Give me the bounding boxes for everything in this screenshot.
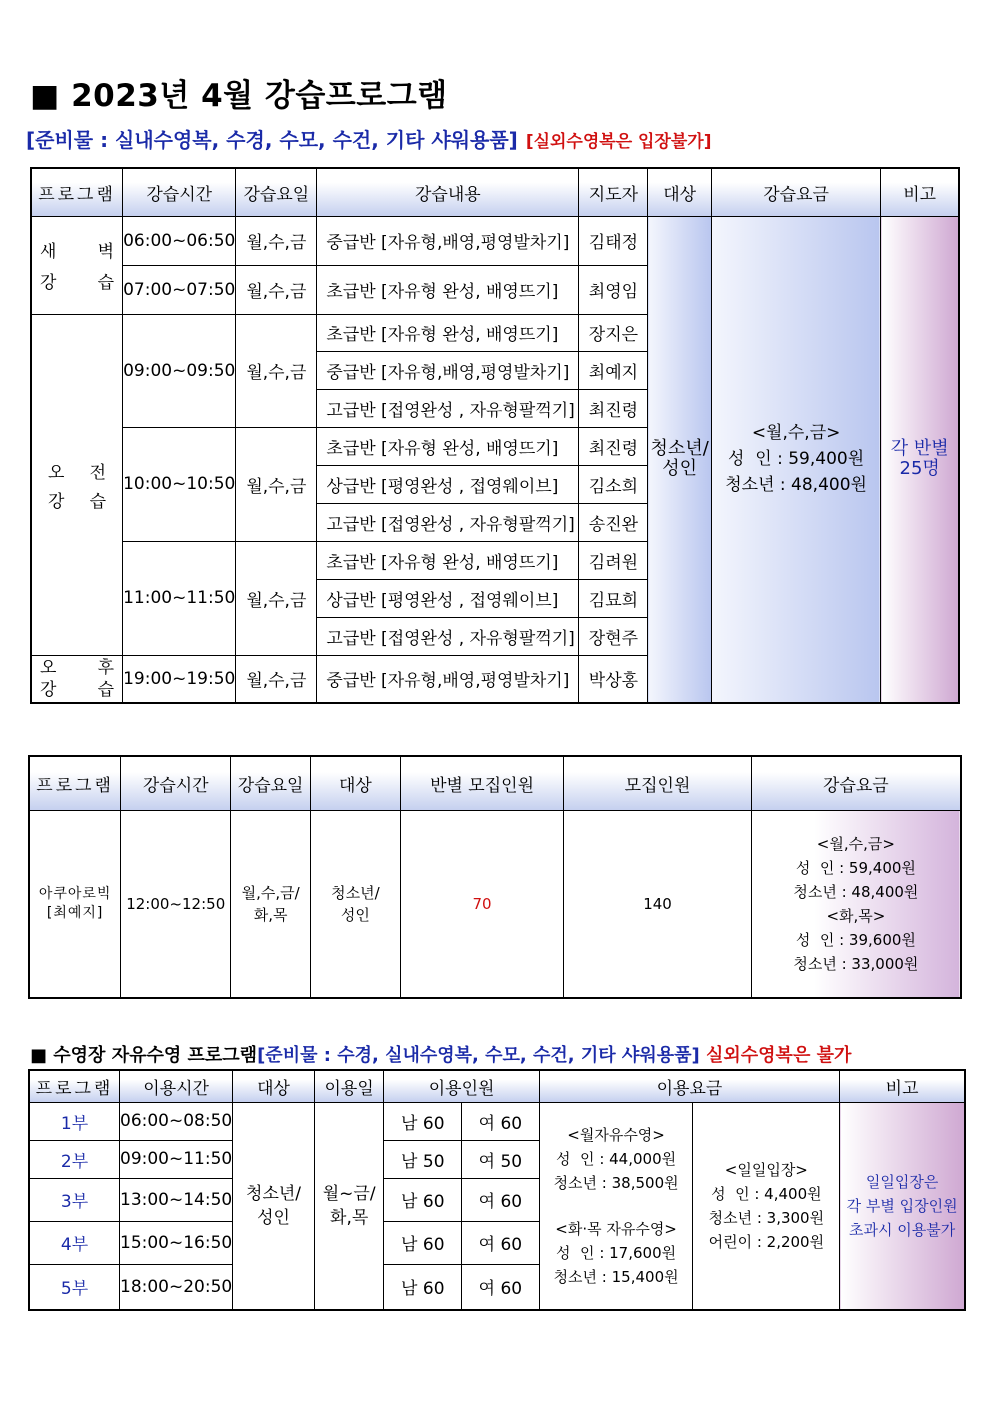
header-content: 강습내용 — [317, 168, 579, 216]
outdoor-swimsuit-warning: [실외수영복은 입장불가] — [525, 132, 712, 152]
group-dawn-char: 강 — [40, 273, 57, 293]
header-note: 비고 — [881, 168, 959, 216]
lesson-days: 월,수,금 — [236, 655, 317, 703]
days-line: 화,목 — [253, 905, 288, 924]
lesson-content: 고급반 [접영완성 , 자유형팔꺽기] — [317, 389, 579, 427]
daily-fee — [693, 1102, 840, 1310]
lesson-content: 상급반 [평영완성 , 접영웨이브] — [317, 579, 579, 617]
female-capacity: 여 60 — [462, 1178, 540, 1221]
header-days: 이용일 — [314, 1070, 384, 1102]
target-line: 청소년/ — [331, 883, 380, 902]
female-capacity: 여 60 — [462, 1102, 540, 1140]
lesson-schedule-table — [30, 167, 960, 704]
group-morning-char: 습 — [89, 491, 107, 512]
days-line: 화,목 — [330, 1207, 369, 1228]
teacher-name: 박상홍 — [579, 655, 648, 703]
session-name: 3부 — [29, 1178, 120, 1221]
fee-line: <일일입장> — [724, 1160, 808, 1179]
fee-line: <월자유수영> — [567, 1125, 665, 1144]
lesson-days: 월,수,금 — [236, 216, 317, 265]
group-dawn-char: 습 — [97, 273, 115, 293]
program-fee — [751, 810, 961, 998]
time-slot: 07:00~07:50 — [123, 265, 236, 314]
program-name — [29, 810, 121, 998]
header-target: 대상 — [311, 756, 401, 810]
group-evening-char: 후 — [97, 657, 115, 678]
teacher-name: 송진완 — [579, 503, 648, 541]
note-line: 초과시 이용불가 — [849, 1220, 956, 1239]
male-capacity: 남 60 — [384, 1178, 462, 1221]
header-fee: 강습요금 — [751, 756, 961, 810]
header-days: 강습요일 — [236, 168, 317, 216]
teacher-name: 최영임 — [579, 265, 648, 314]
free-swim-preparation: [준비물 : 수경, 실내수영복, 수모, 수건, 기타 샤워용품] — [257, 1045, 700, 1066]
group-dawn-char: 벽 — [97, 242, 115, 262]
note-line: 일일입장은 — [865, 1172, 939, 1191]
fee-line: 청소년 : 48,400원 — [793, 882, 919, 901]
free-swim-note — [840, 1102, 965, 1310]
time-slot: 09:00~09:50 — [123, 314, 236, 427]
time-slot: 11:00~11:50 — [123, 541, 236, 655]
header-capacity: 이용인원 — [384, 1070, 539, 1102]
group-evening — [31, 655, 123, 703]
male-capacity: 남 60 — [384, 1221, 462, 1264]
header-time: 강습시간 — [121, 756, 231, 810]
program-time: 12:00~12:50 — [121, 810, 231, 998]
header-per-class: 반별 모집인원 — [400, 756, 564, 810]
fee-line: 청소년 : 48,400원 — [725, 475, 867, 496]
fee-line: 성 인 : 59,400원 — [728, 449, 865, 470]
preparation-notice — [26, 124, 712, 153]
header-fee: 이용요금 — [539, 1070, 840, 1102]
fee-line: <월,수,금> — [751, 423, 841, 444]
free-swim-table — [28, 1069, 966, 1311]
header-program: 프로그램 — [29, 756, 121, 810]
session-time: 15:00~16:50 — [120, 1221, 233, 1264]
header-total: 모집인원 — [564, 756, 751, 810]
program-target — [311, 810, 401, 998]
header-fee: 강습요금 — [711, 168, 880, 216]
session-time: 09:00~11:50 — [120, 1140, 233, 1178]
lesson-content: 초급반 [자유형 완성, 배영뜨기] — [317, 314, 579, 351]
header-target: 대상 — [233, 1070, 315, 1102]
male-capacity: 남 50 — [384, 1140, 462, 1178]
fee-line: 성 인 : 59,400원 — [795, 858, 916, 877]
fee-line: <화,목> — [826, 906, 886, 925]
header-target: 대상 — [648, 168, 711, 216]
teacher-name: 최진령 — [579, 389, 648, 427]
group-morning-char: 강 — [48, 491, 65, 512]
lesson-content: 중급반 [자유형,배영,평영발차기] — [317, 216, 579, 265]
target-line: 청소년/ — [246, 1183, 302, 1204]
session-name: 5부 — [29, 1264, 120, 1310]
free-swim-days — [314, 1102, 384, 1310]
header-time: 이용시간 — [120, 1070, 233, 1102]
per-class-count: 70 — [400, 810, 564, 998]
session-time: 13:00~14:50 — [120, 1178, 233, 1221]
days-line: 월~금/ — [322, 1183, 376, 1204]
male-capacity: 남 60 — [384, 1102, 462, 1140]
lesson-content: 상급반 [평영완성 , 접영웨이브] — [317, 465, 579, 503]
group-dawn-char: 새 — [40, 242, 57, 262]
target-line: 성인 — [340, 905, 370, 924]
session-time: 18:00~20:50 — [120, 1264, 233, 1310]
fee-line: <화·목 자유수영> — [555, 1219, 677, 1238]
header-note: 비고 — [840, 1070, 965, 1102]
female-capacity: 여 60 — [462, 1264, 540, 1310]
time-slot: 10:00~10:50 — [123, 427, 236, 541]
header-days: 강습요일 — [231, 756, 311, 810]
female-capacity: 여 50 — [462, 1140, 540, 1178]
time-slot: 19:00~19:50 — [123, 655, 236, 703]
lesson-days: 월,수,금 — [236, 541, 317, 655]
days-line: 월,수,금/ — [241, 883, 300, 902]
fee-cell — [711, 216, 880, 703]
program-days — [231, 810, 311, 998]
target-line: 성인 — [662, 458, 698, 480]
group-evening-char: 강 — [40, 679, 57, 700]
session-time: 06:00~08:50 — [120, 1102, 233, 1140]
group-dawn — [31, 216, 123, 314]
note-line: 25명 — [899, 458, 940, 480]
session-name: 1부 — [29, 1102, 120, 1140]
group-morning — [31, 314, 123, 655]
fee-spacer — [540, 1195, 693, 1217]
fee-line: 성 인 : 17,600원 — [556, 1243, 677, 1262]
teacher-name: 김묘희 — [579, 579, 648, 617]
lesson-content: 초급반 [자유형 완성, 배영뜨기] — [317, 427, 579, 465]
free-swim-title: ■ 수영장 자유수영 프로그램 — [30, 1045, 258, 1066]
lesson-days: 월,수,금 — [236, 427, 317, 541]
group-morning-char: 오 — [48, 462, 65, 483]
fee-line: 청소년 : 33,000원 — [793, 954, 919, 973]
header-program: 프로그램 — [31, 168, 123, 216]
program-name-line: 아쿠아로빅 — [38, 885, 112, 902]
fee-line: 어린이 : 2,200원 — [708, 1232, 825, 1251]
preparation-items: [준비물 : 실내수영복, 수경, 수모, 수건, 기타 샤워용품] — [26, 128, 518, 152]
teacher-name: 장현주 — [579, 617, 648, 655]
aquarobics-table — [28, 755, 962, 999]
total-count: 140 — [564, 810, 751, 998]
teacher-name: 김소희 — [579, 465, 648, 503]
lesson-content: 고급반 [접영완성 , 자유형팔꺽기] — [317, 617, 579, 655]
fee-line: 성 인 : 39,600원 — [795, 930, 916, 949]
session-name: 2부 — [29, 1140, 120, 1178]
note-line: 각 부별 입장인원 — [846, 1196, 958, 1215]
group-evening-char: 오 — [40, 657, 57, 678]
header-program: 프로그램 — [29, 1070, 120, 1102]
teacher-name: 김려원 — [579, 541, 648, 579]
target-line: 청소년/ — [650, 438, 709, 460]
page-title: ■ 2023년 4월 강습프로그램 — [30, 78, 448, 114]
lesson-content: 중급반 [자유형,배영,평영발차기] — [317, 655, 579, 703]
session-name: 4부 — [29, 1221, 120, 1264]
target-line: 성인 — [257, 1207, 290, 1228]
fee-line: 청소년 : 3,300원 — [708, 1208, 825, 1227]
teacher-name: 최예지 — [579, 351, 648, 389]
lesson-content: 초급반 [자유형 완성, 배영뜨기] — [317, 265, 579, 314]
male-capacity: 남 60 — [384, 1264, 462, 1310]
fee-line: 성 인 : 44,000원 — [556, 1149, 677, 1168]
group-morning-char: 전 — [89, 462, 107, 483]
lesson-days: 월,수,금 — [236, 314, 317, 427]
header-teacher: 지도자 — [579, 168, 648, 216]
lesson-content: 고급반 [접영완성 , 자유형팔꺽기] — [317, 503, 579, 541]
target-cell — [648, 216, 711, 703]
free-swim-heading — [30, 1041, 851, 1067]
time-slot: 06:00~06:50 — [123, 216, 236, 265]
program-instructor: [최예지] — [46, 904, 104, 921]
lesson-content: 중급반 [자유형,배영,평영발차기] — [317, 351, 579, 389]
free-swim-target — [233, 1102, 315, 1310]
lesson-content: 초급반 [자유형 완성, 배영뜨기] — [317, 541, 579, 579]
fee-line: 성 인 : 4,400원 — [711, 1184, 822, 1203]
female-capacity: 여 60 — [462, 1221, 540, 1264]
monthly-fee — [539, 1102, 693, 1310]
fee-line: 청소년 : 38,500원 — [553, 1173, 679, 1192]
free-swim-warning: 실외수영복은 불가 — [706, 1045, 852, 1066]
teacher-name: 장지은 — [579, 314, 648, 351]
note-line: 각 반별 — [890, 438, 949, 460]
header-time: 강습시간 — [123, 168, 236, 216]
teacher-name: 김태정 — [579, 216, 648, 265]
teacher-name: 최진령 — [579, 427, 648, 465]
note-cell — [881, 216, 959, 703]
fee-line: <월,수,금> — [816, 834, 895, 853]
group-evening-char: 습 — [97, 679, 115, 700]
fee-line: 청소년 : 15,400원 — [553, 1267, 679, 1286]
lesson-days: 월,수,금 — [236, 265, 317, 314]
